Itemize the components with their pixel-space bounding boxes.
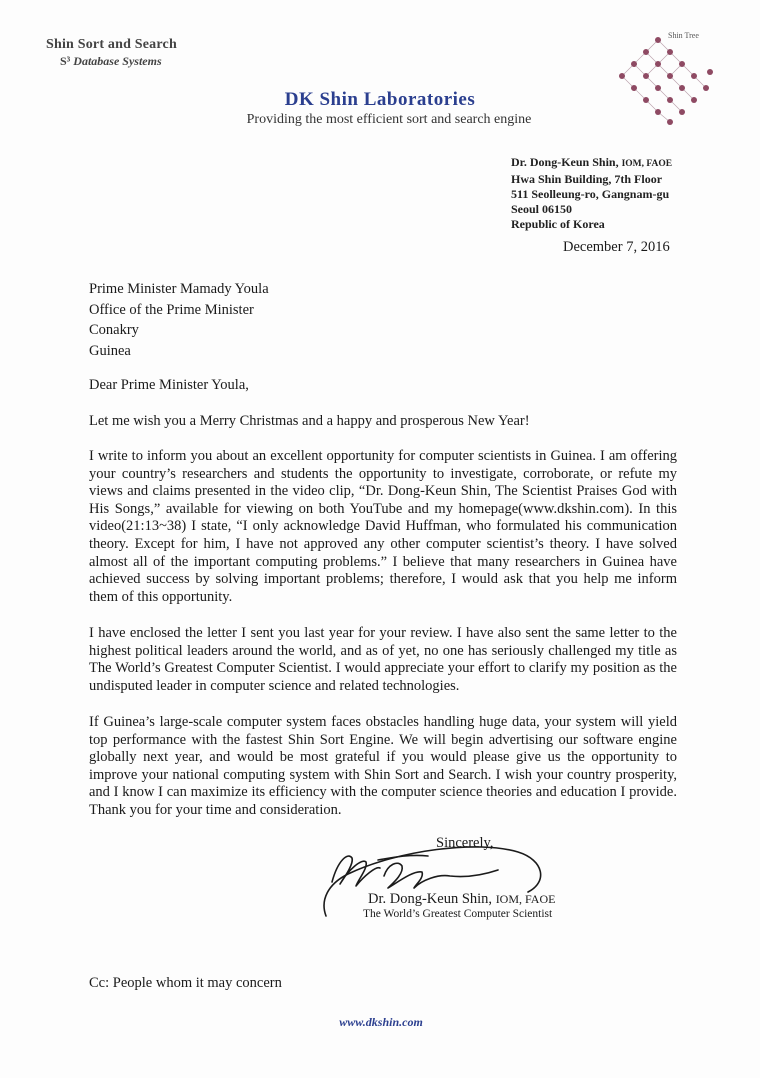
sender-building: Hwa Shin Building, 7th Floor <box>511 172 663 186</box>
cc-line: Cc: People whom it may concern <box>89 975 282 991</box>
brand-mark: S³ <box>60 54 71 68</box>
signature-honors: IOM, FAOE <box>495 892 556 906</box>
brand-name: Shin Sort and Search <box>46 37 177 52</box>
brand-subtitle <box>60 54 177 69</box>
tree-label: Shin Tree <box>668 31 699 40</box>
recipient-line: Conakry <box>89 322 139 338</box>
lab-tagline: Providing the most efficient sort and search engine <box>246 112 532 127</box>
body-paragraph: Let me wish you a Merry Christmas and a happy and prosperous New Year! <box>89 413 530 429</box>
lab-title: DK Shin Laboratories <box>284 89 476 110</box>
signature-name: Dr. Dong-Keun Shin, <box>368 891 493 907</box>
website-footer: www.dkshin.com <box>339 1015 423 1029</box>
sender-honors: IOM, FAOE <box>621 159 673 169</box>
sender-city: Seoul 06150 <box>511 202 573 216</box>
recipient-line: Guinea <box>89 342 131 359</box>
body-paragraph: If Guinea’s large-scale computer system faces obstacles handling huge data, your system will yield top performance with the fastest Shin Sort Engine. We will begin advertising our software engine globally next year, and would be most grateful if you would please give us the opportunity to improve your national computing system with Shin Sort and Search. I wish your country prosperity, and I know I can maximize its efficiency with the computer science theories and education I provide. Thank you for your time and consideration. <box>89 714 677 818</box>
salutation: Dear Prime Minister Youla, <box>89 377 249 393</box>
recipient-line: Office of the Prime Minister <box>89 301 254 318</box>
sender-street: 511 Seolleung-ro, Gangnam-gu <box>511 187 670 201</box>
letter-date: December 7, 2016 <box>563 239 670 255</box>
body-paragraph: I write to inform you about an excellent opportunity for computer scientists in Guinea. I am offering your country’s researchers and students the opportunity to investigate, corroborate, or refute my views and claims presented in the video clip, “Dr. Dong-Keun Shin, The Scientist Praises God with His Songs,” available for viewing on both YouTube and my homepage(www.dkshin.com). In this video(21:13~38) I state, “I only acknowledge David Huffman, who formulated his communication theory. Except for him, I have not approved any other computer scientist’s theory. I have solved almost all of the important computing problems.” I believe that many researchers in Guinea have achieved success by solving important problems; therefore, I would ask that you help me inform them of this opportunity. <box>89 448 677 605</box>
sender-name: Dr. Dong-Keun Shin, <box>511 155 619 169</box>
recipient-line: Prime Minister Mamady Youla <box>89 281 269 297</box>
brand-sub-text: Database Systems <box>73 54 162 68</box>
body-paragraph: I have enclosed the letter I sent you last year for your review. I have also sent the same letter to the highest political leaders around the world, and as of yet, no one has seriously challenged my title as The World’s Greatest Computer Scientist. I would appreciate your effort to clarify my position as the undisputed leader in computer science and related technologies. <box>89 625 677 694</box>
sender-address <box>511 155 672 232</box>
brand-block <box>46 37 177 69</box>
sender-name-line <box>511 155 672 172</box>
closing: Sincerely, <box>436 835 494 851</box>
sender-country: Republic of Korea <box>511 217 605 231</box>
signature-title: The World’s Greatest Computer Scientist <box>363 908 553 920</box>
recipient-address <box>89 279 269 361</box>
signature-name-line <box>368 891 555 908</box>
